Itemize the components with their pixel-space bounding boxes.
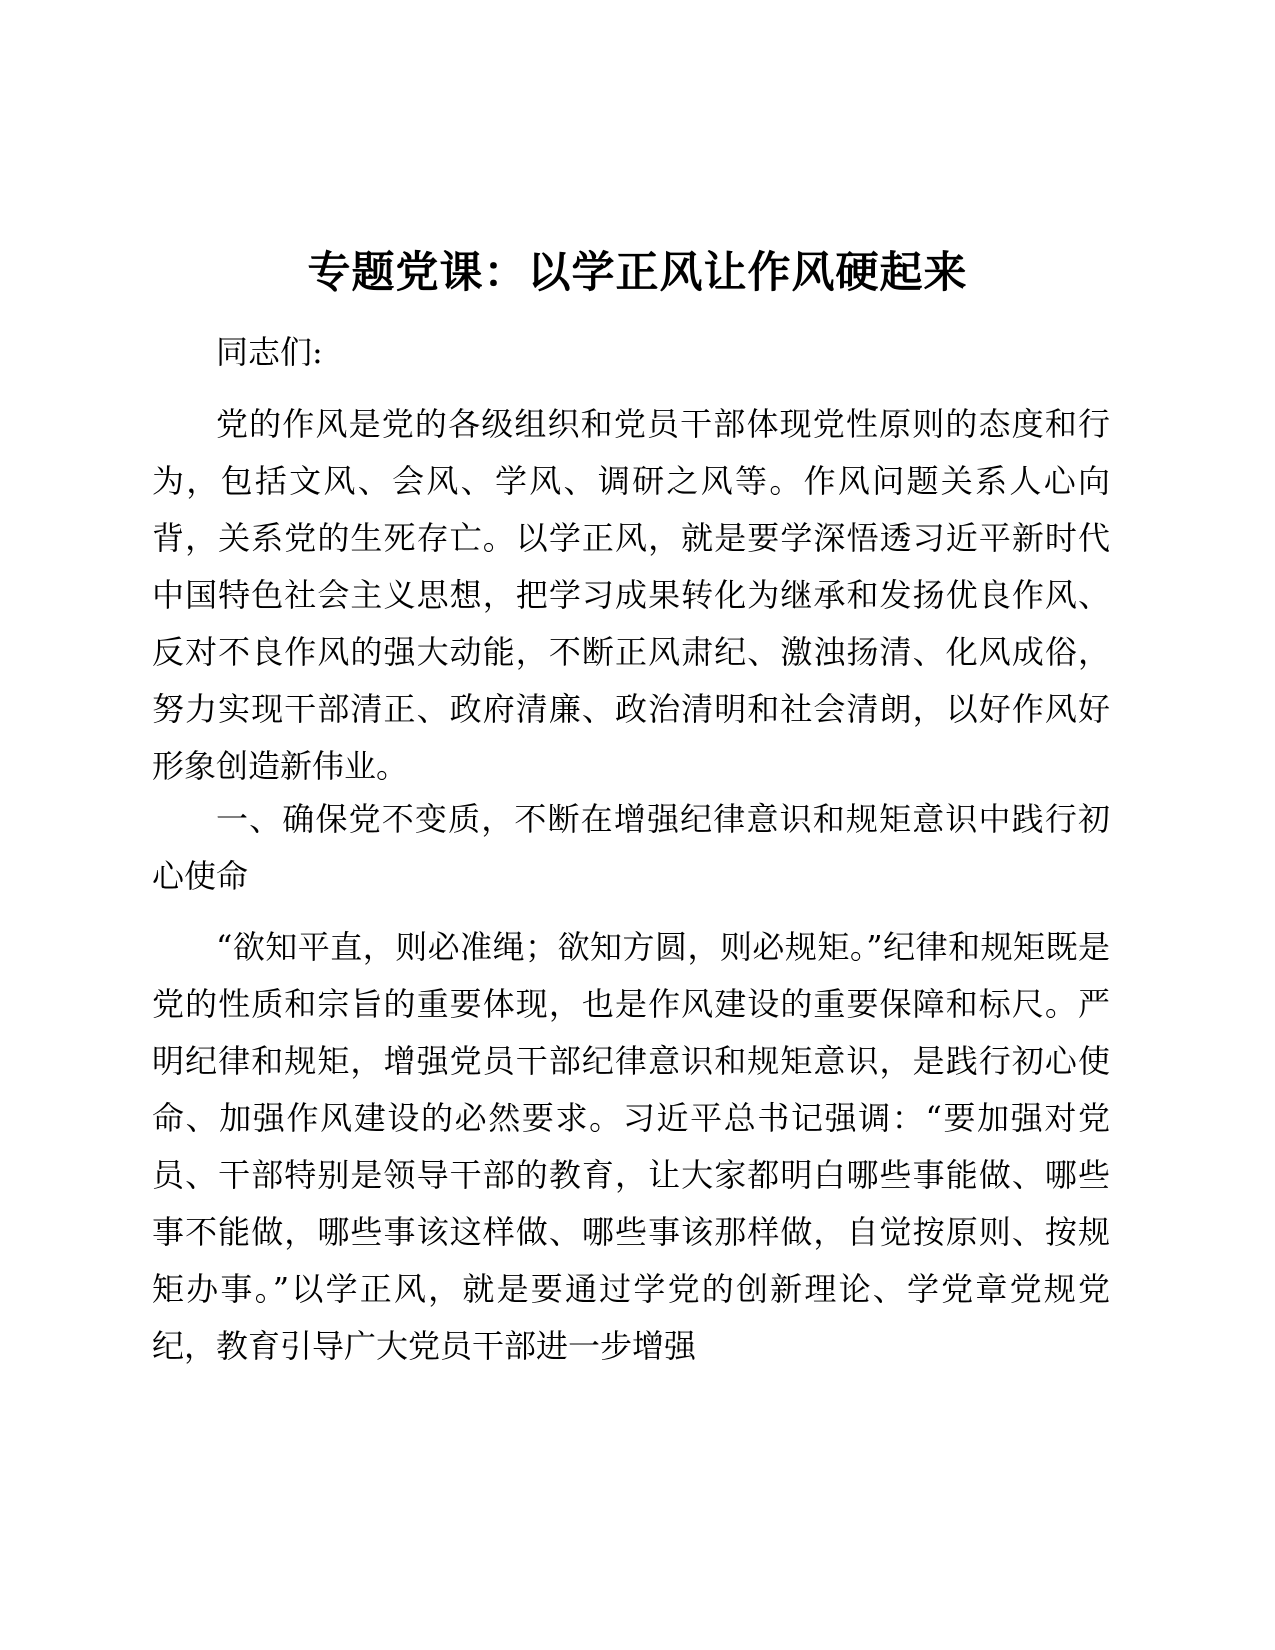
paragraph-intro: 党的作风是党的各级组织和党员干部体现党性原则的态度和行为，包括文风、会风、学风、调研之风等。作风问题关系人心向背，关系党的生死存亡。以学正风，就是要学深悟透习近平新时代中国特色社会主义思想，把学习成果转化为继承和发扬优良作风、反对不良作风的强大动能，不断正风肃纪、激浊扬清、化风成俗，努力实现干部清正、政府清廉、政治清明和社会清朗，以好作风好形象创造新伟业。 [152, 405, 1110, 785]
document-title: 专题党课：以学正风让作风硬起来 [307, 248, 968, 298]
paragraph-discipline: “欲知平直，则必准绳；欲知方圆，则必规矩。”纪律和规矩既是党的性质和宗旨的重要体现，也是作风建设的重要保障和标尺。严明纪律和规矩，增强党员干部纪律意识和规矩意识，是践行初心使命、加强作风建设的必然要求。习近平总书记强调：“要加强对党员、干部特别是领导干部的教育，让大家都明白哪些事能做、哪些事不能做，哪些事该这样做、哪些事该那样做，自觉按原则、按规矩办事。”以学正风，就是要通过学党的创新理论、学党章党规党纪，教育引导广大党员干部进一步增强 [152, 928, 1110, 1365]
greeting: 同志们: [216, 333, 323, 371]
section-heading-1: 一、确保党不变质，不断在增强纪律意识和规矩意识中践行初心使命 [152, 800, 1110, 895]
